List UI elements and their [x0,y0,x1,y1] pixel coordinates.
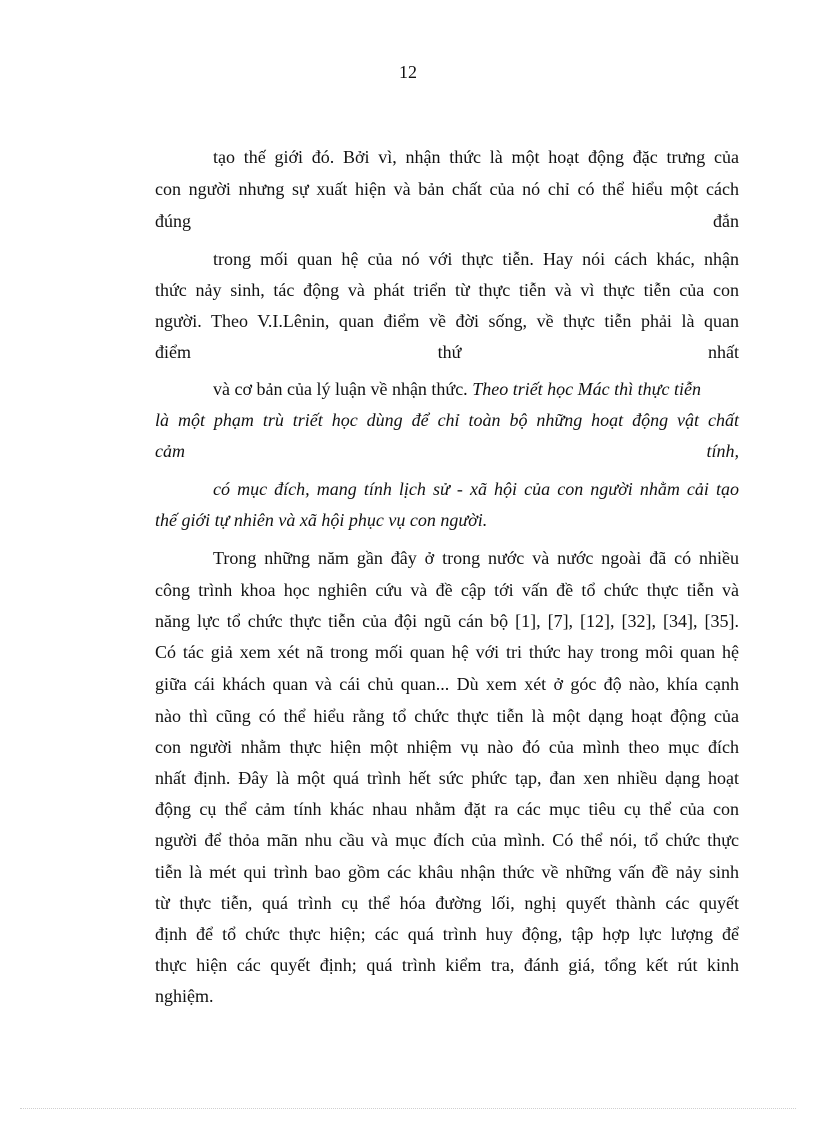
text-line: Có tác giả xem xét nã trong mối quan hệ với tri thức hay trong môi quan hệ [155,642,739,662]
text-line: người để thỏa mãn nhu cầu và mục đích của mình. Có thể nói, tổ chức thực [155,830,739,850]
text-line: nào thì cũng có thể hiểu rằng tổ chức thực tiễn là một dạng hoạt động của [155,706,739,726]
text-line [155,205,739,237]
text-word: đúng [155,211,191,231]
text-word: đắn [713,211,739,231]
text-line: người. Theo V.I.Lênin, quan điểm về đời sống, về thực tiễn phải là quan [155,311,739,331]
text-line: công trình khoa học nghiên cứu và đề cập tới vấn đề tổ chức thực tiễn và [155,580,739,600]
text-word: tính, [706,441,739,461]
page-number: 12 [399,62,417,82]
text-line [155,435,739,467]
page-bottom-divider [20,1108,796,1109]
text-line: năng lực tổ chức thực tiễn của đội ngũ cán bộ [1], [7], [12], [32], [34], [35]. [155,611,739,631]
text-line: giữa cái khách quan và cái chủ quan... Dù xem xét ở góc độ nào, khía cạnh [155,674,739,694]
text-line: trong mối quan hệ của nó với thực tiễn. Hay nói cách khác, nhận [213,249,739,269]
text-line [213,373,739,405]
text-word: cảm [155,441,185,461]
text-word: thứ [437,342,462,362]
text-line: thế giới tự nhiên và xã hội phục vụ con người. [155,510,488,530]
text-line: thức nảy sinh, tác động và phát triển từ thực tiễn và vì thực tiễn của con [155,280,739,300]
text-line: con người nhưng sự xuất hiện và bản chất của nó chỉ có thể hiểu một cách [155,179,739,199]
text-line: con người nhằm thực hiện một nhiệm vụ nào đó của mình theo mục đích [155,737,739,757]
text-line: tiễn là mét qui trình bao gồm các khâu nhận thức về những vấn đề nảy sinh [155,862,739,882]
text-line: từ thực tiễn, quá trình cụ thể hóa đường lối, nghị quyết thành các quyết [155,893,739,913]
text-line: nghiệm. [155,986,214,1006]
text-line: thực hiện các quyết định; quá trình kiểm tra, đánh giá, tổng kết rút kinh [155,955,739,975]
text-line: là một phạm trù triết học dùng để chỉ toàn bộ những hoạt động vật chất [155,410,739,430]
text-line: tạo thế giới đó. Bởi vì, nhận thức là một hoạt động đặc trưng của [213,147,739,167]
text-word: nhất [707,342,739,362]
text-word: điểm [155,342,191,362]
text-line: Trong những năm gần đây ở trong nước và nước ngoài đã có nhiều [213,548,739,568]
italic-text-segment: Theo triết học Mác thì thực tiễn [472,379,701,399]
text-segment: và cơ bản của lý luận về nhận thức. [213,379,468,399]
text-line [155,336,739,368]
text-line: động cụ thể cảm tính khác nhau nhằm đặt ra các mục tiêu cụ thể của con [155,799,739,819]
text-line: có mục đích, mang tính lịch sử - xã hội của con người nhằm cải tạo [213,479,739,499]
text-line: định để tổ chức thực hiện; các quá trình huy động, tập hợp lực lượng để [155,924,739,944]
text-line: nhất định. Đây là một quá trình hết sức phức tạp, đan xen nhiều dạng hoạt [155,768,739,788]
